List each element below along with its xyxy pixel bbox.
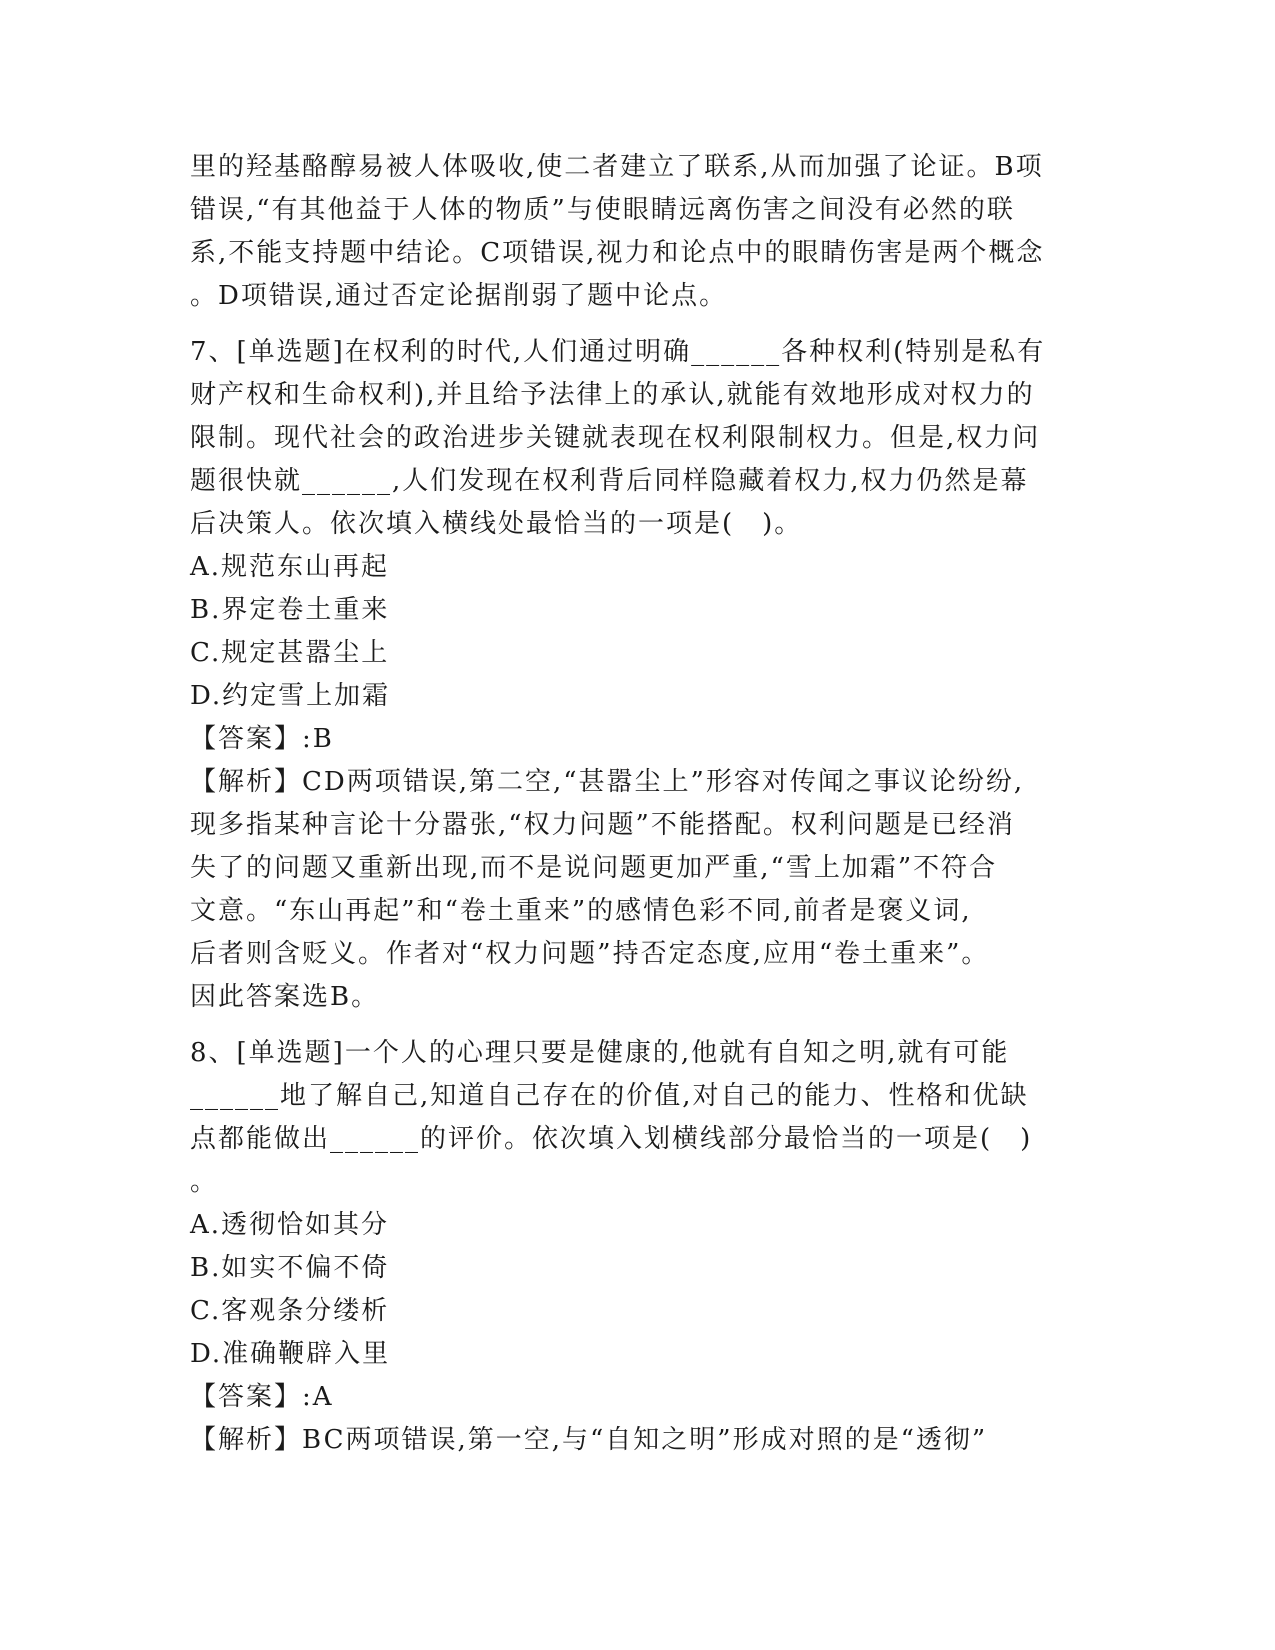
option-a: A.透彻恰如其分 [190, 1210, 390, 1240]
question-8 [190, 1032, 1080, 1462]
option-c: C.规定甚嚣尘上 [190, 638, 390, 668]
option-a: A.规范东山再起 [190, 552, 390, 582]
analysis-line: 失了的问题又重新出现,而不是说问题更加严重,“雪上加霜”不符合 [190, 853, 998, 883]
analysis-line: 系,不能支持题中结论。C项错误,视力和论点中的眼睛伤害是两个概念 [190, 238, 1045, 268]
question-stem-line: 限制。现代社会的政治进步关键就表现在权利限制权力。但是,权力问 [190, 423, 1041, 453]
question-stem-line: 后决策人。依次填入横线处最恰当的一项是( )。 [190, 509, 803, 539]
analysis-line: 。D项错误,通过否定论据削弱了题中论点。 [190, 281, 728, 311]
spacer [190, 318, 1080, 331]
analysis-line: 里的羟基酪醇易被人体吸收,使二者建立了联系,从而加强了论证。B项 [190, 152, 1044, 182]
previous-analysis-block [190, 146, 1080, 318]
question-stem-line: 点都能做出______的评价。依次填入划横线部分最恰当的一项是( ) [190, 1124, 1033, 1154]
option-b: B.如实不偏不倚 [190, 1253, 390, 1283]
answer-line: 【答案】:B [190, 724, 334, 754]
question-stem-line: 。 [190, 1167, 219, 1197]
option-d: D.准确鞭辟入里 [190, 1339, 391, 1369]
analysis-line: 因此答案选B。 [190, 982, 380, 1012]
analysis-line: 文意。“东山再起”和“卷土重来”的感情色彩不同,前者是褒义词, [190, 896, 972, 926]
question-7 [190, 331, 1080, 1019]
question-stem-line: 7、[单选题]在权利的时代,人们通过明确______各种权利(特别是私有 [190, 337, 1046, 367]
spacer [190, 1019, 1080, 1032]
analysis-line: 现多指某种言论十分嚣张,“权力问题”不能搭配。权利问题是已经消 [190, 810, 1015, 840]
document-page [190, 146, 1080, 1462]
question-stem-line: 财产权和生命权利),并且给予法律上的承认,就能有效地形成对权力的 [190, 380, 1035, 410]
analysis-line: 后者则含贬义。作者对“权力问题”持否定态度,应用“卷土重来”。 [190, 939, 990, 969]
analysis-line: 错误,“有其他益于人体的物质”与使眼睛远离伤害之间没有必然的联 [190, 195, 1015, 225]
option-c: C.客观条分缕析 [190, 1296, 390, 1326]
question-stem-line: ______地了解自己,知道自己存在的价值,对自己的能力、性格和优缺 [190, 1081, 1029, 1111]
question-stem-line: 题很快就______,人们发现在权利背后同样隐藏着权力,权力仍然是幕 [190, 466, 1029, 496]
analysis-line: 【解析】BC两项错误,第一空,与“自知之明”形成对照的是“透彻” [190, 1425, 988, 1455]
option-b: B.界定卷土重来 [190, 595, 390, 625]
option-d: D.约定雪上加霜 [190, 681, 391, 711]
question-stem-line: 8、[单选题]一个人的心理只要是健康的,他就有自知之明,就有可能 [190, 1038, 1010, 1068]
analysis-line: 【解析】CD两项错误,第二空,“甚嚣尘上”形容对传闻之事议论纷纷, [190, 767, 1025, 797]
answer-line: 【答案】:A [190, 1382, 334, 1412]
